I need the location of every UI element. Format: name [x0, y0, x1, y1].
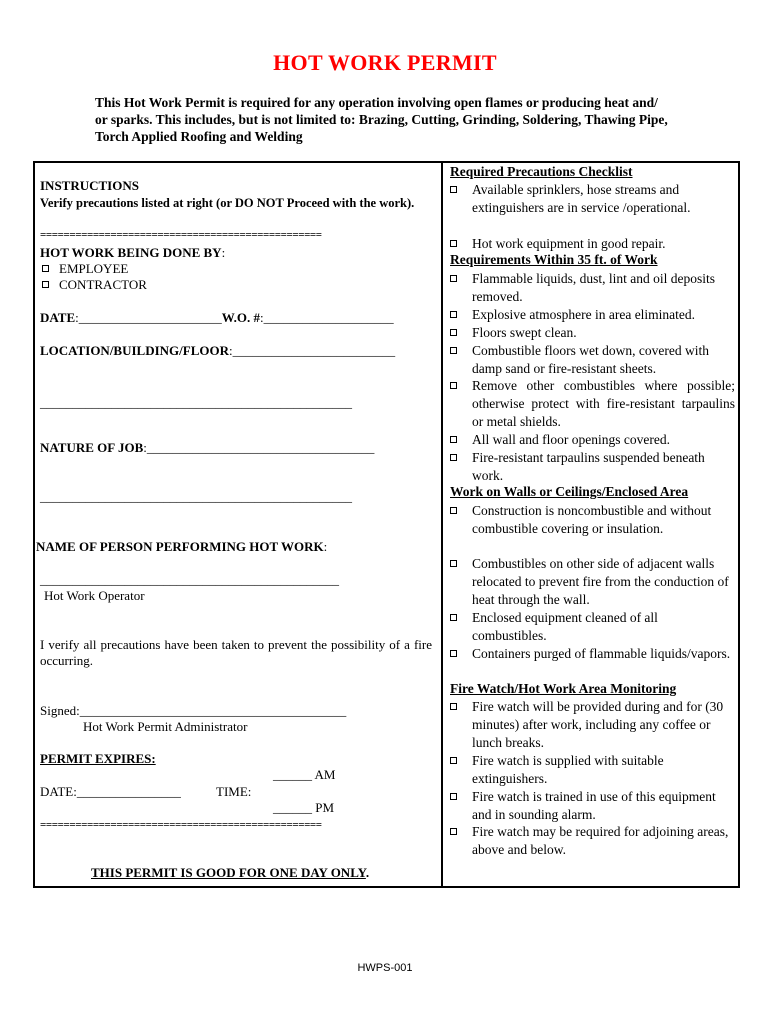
- signed-row: [40, 703, 346, 719]
- nature-row: [40, 440, 374, 456]
- checklist-item[interactable]: All wall and floor openings covered.: [450, 431, 735, 449]
- operator-signature-field[interactable]: ______________________________________________: [40, 572, 339, 587]
- form-code: HWPS-001: [357, 962, 413, 974]
- good-for-period: .: [365, 865, 370, 880]
- person-label: NAME OF PERSON PERFORMING HOT WORK: [36, 539, 324, 554]
- am-label: AM: [314, 767, 336, 782]
- checklist-item[interactable]: Fire watch may be required for adjoining areas, above and below.: [450, 823, 735, 859]
- checklist-item[interactable]: Enclosed equipment cleaned of all combustibles.: [450, 609, 735, 645]
- pm-row: [273, 800, 334, 816]
- checklist-item[interactable]: Construction is noncombustible and without combustible covering or insulation.: [450, 502, 735, 538]
- column-divider: [441, 161, 443, 888]
- required-precautions-heading: Required Precautions Checklist: [450, 164, 633, 179]
- pm-field[interactable]: ______: [273, 800, 312, 815]
- checklist-item[interactable]: Combustible floors wet down, covered with damp sand or fire-resistant sheets.: [450, 342, 735, 378]
- checkbox-icon[interactable]: [42, 281, 49, 288]
- checkbox-icon[interactable]: [450, 614, 457, 621]
- checkbox-icon[interactable]: [450, 560, 457, 567]
- am-row: [273, 767, 336, 783]
- checklist-item[interactable]: Fire watch is trained in use of this equipment and in sounding alarm.: [450, 788, 735, 824]
- checklist-item[interactable]: Fire-resistant tarpaulins suspended beneath work.: [450, 449, 735, 485]
- signed-field[interactable]: _________________________________________: [79, 703, 347, 718]
- hot-work-by-colon: :: [221, 245, 226, 260]
- separator-line-2: ================================================: [40, 819, 322, 831]
- location-label: LOCATION/BUILDING/FLOOR: [40, 343, 230, 358]
- checkbox-icon[interactable]: [450, 793, 457, 800]
- wo-field[interactable]: :____________________: [259, 310, 394, 325]
- wo-label: W.O. #: [221, 310, 260, 325]
- within-35ft-heading: Requirements Within 35 ft. of Work: [450, 252, 658, 267]
- checkbox-icon[interactable]: [450, 454, 457, 461]
- nature-field[interactable]: :___________________________________: [143, 440, 375, 455]
- checkbox-icon[interactable]: [450, 186, 457, 193]
- expires-date-field[interactable]: ________________: [76, 784, 181, 799]
- instructions-text: Verify precautions listed at right (or DO NOT Proceed with the work).: [40, 196, 415, 210]
- checkbox-icon[interactable]: [450, 275, 457, 282]
- checkbox-icon[interactable]: [450, 347, 457, 354]
- checklist-item[interactable]: Fire watch is supplied with suitable extinguishers.: [450, 752, 735, 788]
- hot-work-by-text: HOT WORK BEING DONE BY: [40, 245, 222, 260]
- location-row: [40, 343, 395, 359]
- checkbox-icon[interactable]: [450, 436, 457, 443]
- good-for-text: THIS PERMIT IS GOOD FOR ONE DAY ONLY: [91, 865, 366, 880]
- checkbox-icon[interactable]: [450, 757, 457, 764]
- fire-watch-heading: Fire Watch/Hot Work Area Monitoring: [450, 681, 677, 696]
- checklist-item[interactable]: Remove other combustibles where possible; otherwise protect with fire-resistant tarpaulins or metal shields.: [450, 377, 735, 430]
- good-for-row: [91, 865, 369, 881]
- expires-date-row: [40, 784, 181, 800]
- nature-label: NATURE OF JOB: [40, 440, 144, 455]
- checkbox-icon[interactable]: [450, 650, 457, 657]
- person-row: [36, 539, 327, 555]
- checklist-item[interactable]: Combustibles on other side of adjacent walls relocated to prevent fire from the conduction of heat through the wall.: [450, 555, 735, 608]
- hot-work-by-label: [40, 245, 225, 261]
- walls-ceilings-heading: Work on Walls or Ceilings/Enclosed Area: [450, 484, 689, 499]
- date-label: DATE: [40, 310, 76, 325]
- checkbox-icon[interactable]: [450, 507, 457, 514]
- date-field[interactable]: :______________________: [75, 310, 222, 325]
- checkbox-icon[interactable]: [450, 382, 457, 389]
- expires-date-label: DATE:: [40, 784, 77, 799]
- location-continuation-field[interactable]: ________________________________________________: [40, 395, 352, 410]
- checklist-item[interactable]: Flammable liquids, dust, lint and oil deposits removed.: [450, 270, 735, 306]
- intro-paragraph: This Hot Work Permit is required for any operation involving open flames or producing heat and/ or sparks. This includes, but is not limited to: Brazing, Cutting, Grinding, Soldering, Thawing Pipe, Torch Applied Roofing and Welding: [95, 95, 668, 144]
- checklist-item[interactable]: Hot work equipment in good repair.: [450, 235, 735, 253]
- verify-statement: I verify all precautions have been taken to prevent the possibility of a fire occurring.: [40, 637, 432, 668]
- signed-label: Signed:: [40, 703, 80, 718]
- date-wo-row: [40, 310, 394, 326]
- checkbox-icon[interactable]: [450, 311, 457, 318]
- checkbox-icon[interactable]: [450, 703, 457, 710]
- employee-label: EMPLOYEE: [59, 261, 129, 276]
- nature-continuation-field[interactable]: ________________________________________________: [40, 489, 352, 504]
- separator-line: ================================================: [40, 229, 322, 241]
- am-field[interactable]: ______: [273, 767, 312, 782]
- checklist-item[interactable]: Available sprinklers, hose streams and extinguishers are in service /operational.: [450, 181, 735, 217]
- checklist-item[interactable]: Floors swept clean.: [450, 324, 735, 342]
- location-field[interactable]: :_________________________: [229, 343, 396, 358]
- checkbox-icon[interactable]: [450, 329, 457, 336]
- checkbox-icon[interactable]: [450, 828, 457, 835]
- pm-label: PM: [315, 800, 335, 815]
- page-title: HOT WORK PERMIT: [273, 50, 497, 75]
- contractor-option[interactable]: [42, 277, 147, 293]
- administrator-caption: Hot Work Permit Administrator: [83, 719, 248, 734]
- person-colon: :: [323, 539, 328, 554]
- checklist-item[interactable]: Explosive atmosphere in area eliminated.: [450, 306, 735, 324]
- operator-caption: Hot Work Operator: [44, 588, 145, 603]
- permit-expires-label: PERMIT EXPIRES:: [40, 751, 156, 766]
- employee-option[interactable]: [42, 261, 128, 277]
- contractor-label: CONTRACTOR: [59, 277, 147, 292]
- checkbox-icon[interactable]: [42, 265, 49, 272]
- checkbox-icon[interactable]: [450, 240, 457, 247]
- checklist-item[interactable]: Fire watch will be provided during and for (30 minutes) after work, including any coffee or lunch breaks.: [450, 698, 735, 751]
- time-label: TIME:: [216, 784, 252, 799]
- instructions-heading: INSTRUCTIONS: [40, 178, 139, 193]
- checklist-item[interactable]: Containers purged of flammable liquids/vapors.: [450, 645, 735, 663]
